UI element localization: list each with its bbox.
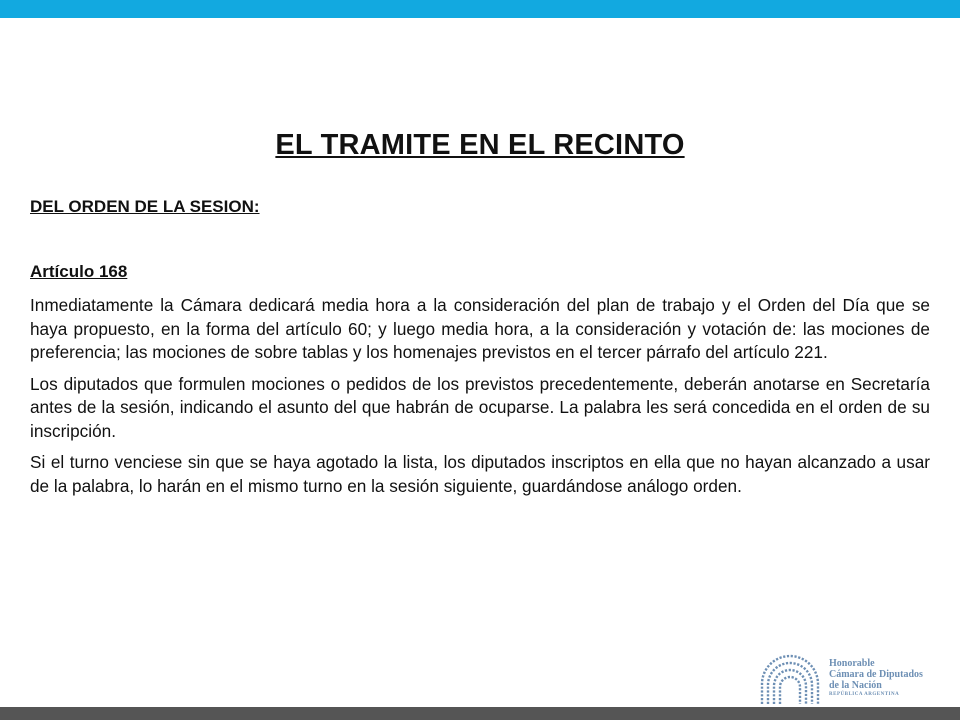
logo-line-3: de la Nación: [829, 680, 882, 691]
logo-line-2: Cámara de Diputados: [829, 669, 923, 680]
paragraph-3: Si el turno venciese sin que se haya agotado la lista, los diputados inscriptos en ella que no hayan alcanzado a usar de la palabra, lo harán en el mismo turno en la sesión siguiente, guardándose análogo orden.: [30, 452, 930, 496]
logo-line-4: REPÚBLICA ARGENTINA: [829, 692, 900, 697]
article-heading: Artículo 168: [30, 262, 128, 281]
congress-dome-icon: [758, 654, 822, 706]
slide-title: EL TRAMITE EN EL RECINTO: [275, 129, 685, 161]
section-heading: DEL ORDEN DE LA SESION:: [30, 197, 260, 216]
logo-line-1: Honorable: [829, 658, 875, 669]
top-accent-bar: [0, 0, 960, 18]
bottom-footer-bar: [0, 707, 960, 720]
paragraph-2: Los diputados que formulen mociones o pedidos de los previstos precedentemente, deberán anotarse en Secretaría antes de la sesión, indicando el asunto del que habrán de ocuparse. La palabra les será concedida en el orden de su inscripción.: [30, 373, 930, 441]
article-body: [30, 294, 930, 506]
logo-text: [829, 658, 923, 698]
hcdn-logo: [758, 654, 938, 706]
paragraph-1: Inmediatamente la Cámara dedicará media hora a la consideración del plan de trabajo y el Orden del Día que se haya propuesto, en la forma del artículo 60; y luego media hora, a la consideración y votación de: las mociones de preferencia; las mociones de sobre tablas y los homenajes previstos en el tercer párrafo del artículo 221.: [30, 295, 930, 362]
